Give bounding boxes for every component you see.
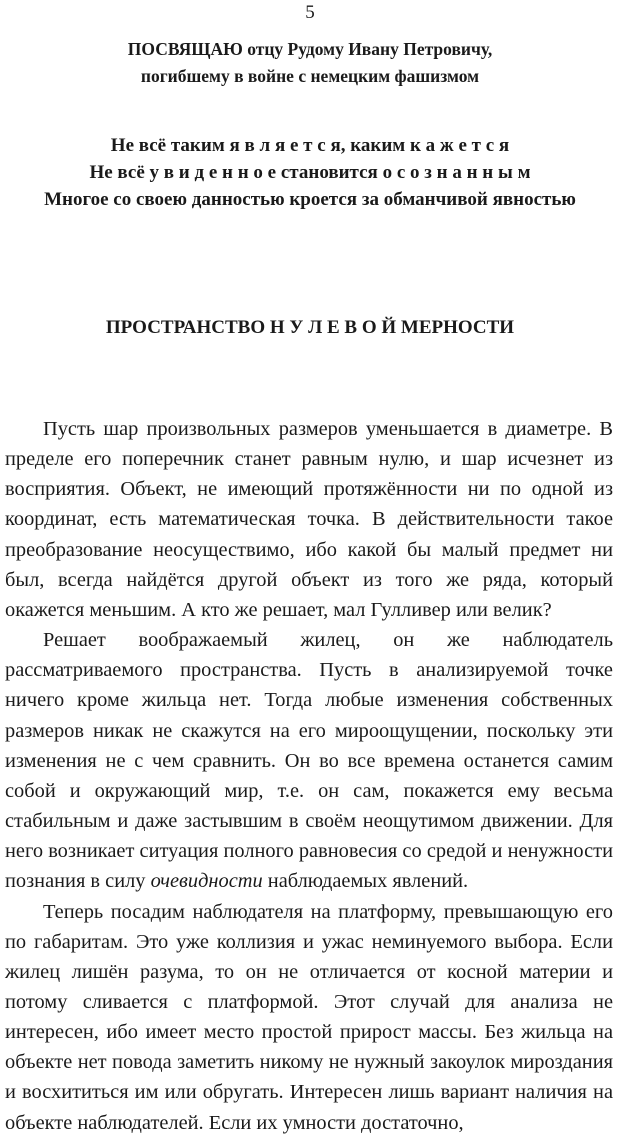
paragraph: Теперь посадим наблюдателя на платформу, превышающую его по габаритам. Это уже коллизия и ужас неминуемого выбора. Если жилец лишён разума, то он не отличается от косной материи и потому сливается с платформой. Этот случай для анализа не интересен, ибо имеет место простой прирост массы. Без жильца на объекте нет повода заметить никому не нужный закоулок мироздания и восхититься им или обругать. Интересен лишь вариант наличия на объекте наблюдателей. Если их умности достаточно, [5, 900, 613, 1134]
epigraph-line: Многое со своею данностью кроется за обманчивой явностью [44, 189, 576, 210]
paragraph-text: Решает воображаемый жилец, он же наблюдатель рассматриваемого пространства. Пусть в анализируемой точке ничего кроме жильца нет. Тогда любые изменения собственных размеров никак не скажутся на его мироощущении, поскольку эти изменения не с чем сравнить. Он во все времена останется самим собой и окружающий мир, т.е. он сам, покажется ему весьма стабильным и даже застывшим в своём неощутимом движении. Для него возникает ситуация полного равновесия со средой и ненужности познания в силу [5, 629, 613, 893]
dedication-line: ПОСВЯЩАЮ отцу Рудому Ивану Петровичу, [127, 39, 493, 59]
page-number: 5 [305, 2, 315, 23]
epigraph-line: Не всё у в и д е н н о е становится о с о з н а н н ы м [89, 162, 531, 183]
paragraph [5, 625, 613, 896]
chapter-title: ПРОСТРАНСТВО Н У Л Е В О Й МЕРНОСТИ [105, 317, 515, 338]
body-text [5, 414, 613, 1138]
dedication [0, 36, 620, 90]
dedication-line: погибшему в войне с немецким фашизмом [140, 66, 480, 86]
paragraph: Пусть шар произвольных размеров уменьшается в диаметре. В пределе его поперечник станет равным нулю, и шар исчезнет из восприятия. Объект, не имеющий протяжённости ни по одной из координат, есть математическая точка. В действительности такое преобразование неосуществимо, ибо какой бы малый предмет ни был, всегда найдётся другой объект из того же ряда, который окажется меньшим. А кто же решает, мал Гулливер или велик? [5, 418, 613, 621]
epigraph [0, 132, 620, 213]
emphasis-text: очевидности [150, 870, 263, 893]
paragraph-text: наблюдаемых явлений. [262, 870, 469, 893]
epigraph-line: Не всё таким я в л я е т с я, каким к а ж е т с я [110, 135, 510, 156]
